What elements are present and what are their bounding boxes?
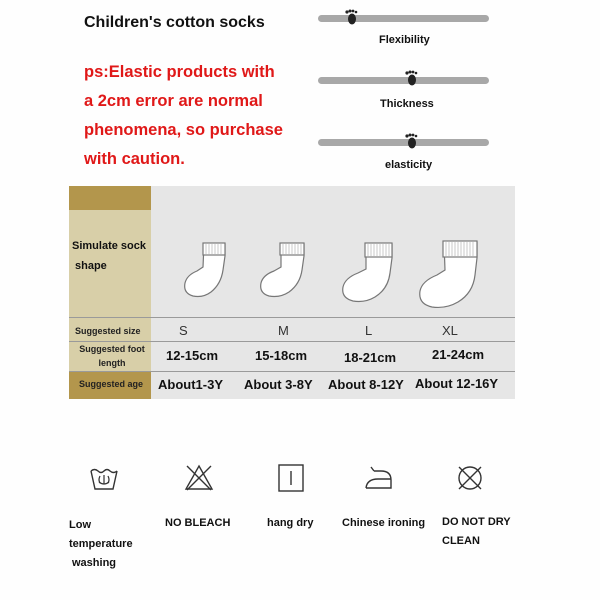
footprint-icon [343, 9, 359, 25]
care-label-text: temperature [69, 538, 133, 550]
iron-icon [362, 462, 394, 494]
slider-label: Flexibility [379, 34, 430, 46]
size-table [69, 186, 515, 399]
page-title: Children's cotton socks [84, 14, 265, 31]
row-label-foot [77, 342, 147, 370]
slider-label: elasticity [385, 159, 433, 171]
notice-line: with caution. [84, 150, 185, 168]
age-cell: About 12-16Y [415, 376, 499, 391]
care-label-text: DO NOT DRY [442, 516, 511, 528]
care-label-text: CLEAN [442, 535, 480, 547]
care-label-dry [267, 514, 313, 533]
sock-icon-s [182, 242, 228, 298]
size-cell: M [278, 323, 289, 338]
row-divider [69, 317, 515, 318]
care-label-text: hang dry [267, 517, 314, 529]
no-bleach-icon [183, 462, 215, 494]
no-dry-clean-icon [454, 462, 486, 494]
slider-label: Thickness [380, 98, 434, 110]
row-label-text: Suggested foot [79, 344, 145, 354]
age-cell: About 3-8Y [244, 377, 313, 392]
size-cell: L [365, 323, 373, 338]
age-cell: About 8-12Y [328, 377, 404, 392]
sock-icon-xl [414, 240, 480, 310]
care-label-bleach [165, 514, 230, 533]
hang-dry-icon [275, 462, 307, 494]
sock-icon-m [257, 242, 307, 298]
row-label-size: Suggested size [75, 326, 141, 336]
notice-line: ps:Elastic products with [84, 63, 275, 81]
size-cell: XL [442, 323, 458, 338]
care-label-text: NO BLEACH [165, 517, 231, 529]
row-label-text: shape [75, 260, 107, 272]
low-temp-wash-icon [88, 462, 120, 494]
foot-length-cell: 15-18cm [255, 348, 308, 363]
care-label-dry-clean [442, 513, 511, 551]
sock-icon-l [339, 242, 395, 304]
care-label-iron [342, 514, 425, 533]
care-label-text: Low [69, 519, 91, 531]
care-label-text: Chinese ironing [342, 517, 426, 529]
row-label-text: Simulate sock [72, 240, 146, 252]
notice-line: phenomena, so purchase [84, 121, 283, 139]
care-label-text: washing [72, 557, 117, 569]
foot-length-cell: 21-24cm [432, 347, 485, 362]
care-label-wash [69, 516, 133, 573]
row-label-shape [72, 236, 146, 276]
foot-length-cell: 18-21cm [344, 350, 397, 365]
foot-length-cell: 12-15cm [166, 348, 219, 363]
footprint-icon [403, 133, 419, 149]
row-label-text: length [98, 358, 126, 368]
notice-line: a 2cm error are normal [84, 92, 263, 110]
age-cell: About1-3Y [158, 377, 223, 392]
row-label-age: Suggested age [79, 379, 144, 389]
row-divider [69, 371, 515, 372]
size-cell: S [179, 323, 188, 338]
notice-text [84, 58, 314, 174]
footprint-icon [403, 70, 419, 86]
